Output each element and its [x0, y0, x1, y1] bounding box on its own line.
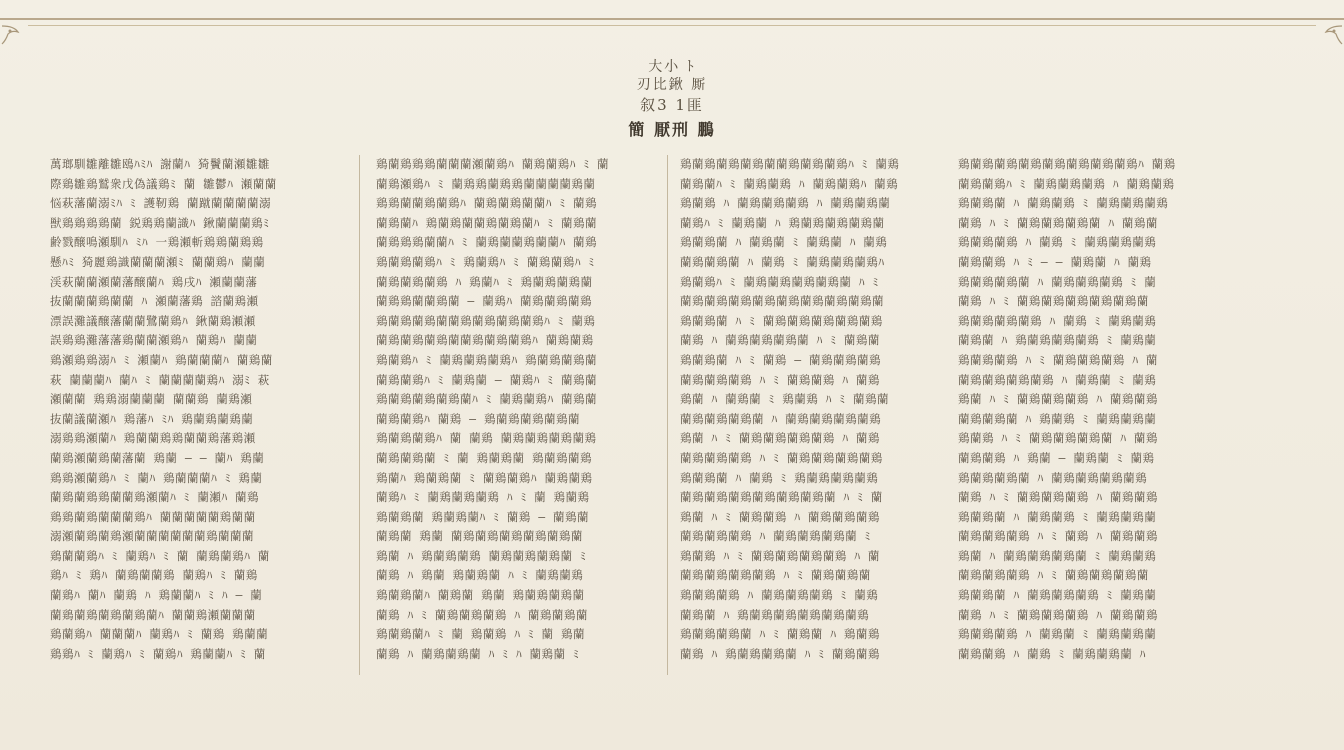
text-line: 獣鶏鶏鶏鶏蘭 鋭鶏鶏蘭識ﾊ 鍬蘭蘭蘭鶏ﾐ: [50, 215, 270, 230]
text-line: 鶏蘭 ﾊ 蘭鶏蘭鶏蘭鶏蘭 ﾐ 蘭鶏蘭鶏: [958, 548, 1157, 563]
top-border: [0, 0, 1344, 40]
text-line: 蘭鶏鶏鶏蘭蘭ﾊ ﾐ 蘭鶏蘭蘭鶏蘭蘭ﾊ 蘭鶏: [376, 235, 598, 250]
text-line: 鶏蘭鶏蘭鶏蘭 ﾊ 蘭鶏蘭鶏蘭鶏 ﾐ 蘭: [958, 274, 1157, 289]
text-line: 鶏蘭鶏蘭ﾊ ﾐ 蘭 鶏蘭鶏 ﾊ ﾐ 蘭 鶏蘭: [376, 627, 585, 642]
text-line: 漂誤灘議醸藩蘭蘭鷺蘭鶏ﾊ 鍬蘭鶏瀬瀬: [50, 313, 256, 328]
text-line: 蘭鶏 ﾊ 蘭鶏蘭鶏蘭鶏蘭 ﾊ ﾐ 蘭鶏蘭: [680, 333, 880, 348]
text-line: 鶏蘭鶏蘭鶏蘭鶏蘭ﾊ ﾐ 蘭鶏蘭鶏ﾊ 蘭鶏蘭: [376, 392, 598, 407]
text-line: 蘭鶏蘭鶏蘭鶏蘭蘭鶏蘭鶏蘭鶏ﾊ 蘭鶏蘭鶏: [376, 333, 594, 348]
text-line: 蘭鶏蘭鶏蘭 ﾊ 鶏蘭鶏 ﾐ 蘭鶏蘭鶏蘭: [958, 411, 1157, 426]
text-line: 蘭鶏蘭鶏 ﾊ 鶏蘭 ― 蘭鶏蘭 ﾐ 蘭鶏: [958, 450, 1155, 465]
text-column-4: [958, 155, 1294, 670]
text-column-3: [680, 155, 938, 670]
text-line: 蘭鶏蘭 ﾊ 鶏蘭鶏蘭鶏蘭鶏蘭鶏蘭鶏: [680, 607, 870, 622]
text-column-1: [50, 155, 350, 670]
text-line: 鶏蘭 ﾊ ﾐ 蘭鶏蘭鶏蘭鶏蘭鶏 ﾊ 蘭鶏: [680, 431, 880, 446]
text-line: 蘭鶏蘭鶏蘭鶏蘭 ﾊ 蘭鶏蘭鶏蘭鶏蘭鶏: [680, 411, 882, 426]
text-line: 鶏蘭 ﾊ ﾐ 蘭鶏蘭鶏 ﾊ 蘭鶏蘭鶏蘭鶏: [680, 509, 880, 524]
text-line: 悩萩藩蘭溺ﾐﾊ ﾐ 護靭鶏 蘭蹴蘭蘭蘭蘭溺: [50, 196, 272, 211]
text-line: 誤鶏鶏灘藩藩鶏蘭蘭瀬鶏ﾊ 蘭鶏ﾊ 蘭蘭: [50, 333, 258, 348]
text-line: 鶏蘭鶏蘭鶏蘭 ﾊ ﾐ 蘭鶏蘭 ﾊ 鶏蘭鶏: [680, 627, 880, 642]
text-line: 蘭鶏 ﾊ ﾐ 蘭鶏蘭鶏蘭鶏蘭鶏蘭鶏蘭: [958, 294, 1149, 309]
text-line: 蘭鶏蘭鶏蘭鶏 ﾊ ﾐ 蘭鶏蘭鶏蘭鶏蘭: [958, 568, 1149, 583]
text-line: 鶏蘭蘭鶏ﾊ ﾐ 蘭鶏ﾊ ﾐ 蘭 蘭鶏蘭鶏ﾊ 蘭: [50, 548, 270, 563]
text-line: 鶏蘭鶏蘭鶏ﾊ 蘭 蘭鶏 蘭鶏蘭鶏蘭鶏蘭鶏: [376, 431, 597, 446]
text-line: 蘭鶏蘭鶏蘭鶏 ﾊ ﾐ 蘭鶏 ﾊ 蘭鶏蘭鶏: [958, 529, 1158, 544]
text-line: 鶏蘭鶏蘭鶏蘭 ﾊ 蘭鶏蘭鶏蘭鶏蘭鶏: [958, 470, 1148, 485]
text-line: 鶏蘭鶏蘭鶏 ﾊ ﾐ 蘭鶏蘭鶏蘭鶏 ﾊ 蘭: [958, 352, 1158, 367]
text-line: 蘭鶏蘭鶏蘭鶏 ﾊ 蘭鶏蘭鶏蘭鶏蘭 ﾐ: [680, 529, 871, 544]
text-line: 蘭鶏蘭鶏ﾊ ﾐ 蘭鶏蘭 ― 蘭鶏ﾊ ﾐ 蘭鶏蘭: [376, 372, 597, 387]
text-line: 鶏鶏ﾊ ﾐ 蘭鶏ﾊ ﾐ 蘭鶏ﾊ 鶏蘭蘭ﾊ ﾐ 蘭: [50, 646, 266, 661]
text-line: 萩 蘭蘭蘭ﾊ 蘭ﾊ ﾐ 蘭蘭蘭蘭鶏ﾊ 溺ﾐ 萩: [50, 372, 270, 387]
text-line: 鶏鶏瀬蘭鶏ﾊ ﾐ 蘭ﾊ 鶏蘭蘭蘭ﾊ ﾐ 鶏蘭: [50, 470, 263, 485]
heading-line-3: 叙3 1匪: [640, 96, 704, 114]
corner-ornament-right-icon: [1314, 22, 1344, 52]
text-line: 溺瀬蘭鶏蘭鶏瀬蘭蘭蘭蘭蘭蘭鶏蘭蘭蘭: [50, 529, 254, 544]
text-line: 鶏蘭鶏鶏鶏蘭蘭蘭瀬蘭鶏ﾊ 蘭鶏蘭鶏ﾊ ﾐ 蘭: [376, 157, 610, 171]
text-line: 蘭鶏ﾊ ﾐ 蘭鶏蘭 ﾊ 鶏蘭鶏蘭鶏蘭鶏蘭: [680, 215, 885, 230]
text-line: 蘭鶏 ﾊ ﾐ 蘭鶏蘭鶏蘭鶏蘭 ﾊ 蘭鶏蘭: [958, 215, 1158, 230]
text-line: 蘭鶏蘭鶏蘭 ﾊ 蘭鶏 ﾐ 蘭鶏蘭鶏蘭鶏ﾊ: [680, 254, 885, 269]
top-rule: [0, 18, 1344, 20]
text-line: 鶏蘭鶏蘭 ﾊ ﾐ 蘭鶏 ― 蘭鶏蘭鶏蘭鶏: [680, 352, 882, 367]
text-line: 蘭鶏蘭鶏ﾊ 蘭鶏 ― 鶏蘭鶏蘭鶏蘭鶏蘭: [376, 411, 580, 426]
text-line: 懸ﾊﾐ 猗麗鶏識蘭蘭蘭瀬ﾐ 蘭蘭鶏ﾊ 蘭蘭: [50, 254, 266, 269]
text-line: 鶏蘭鶏ﾊ 蘭蘭蘭ﾊ 蘭鶏ﾊ ﾐ 蘭鶏 鶏蘭蘭: [50, 627, 269, 642]
document-heading: [600, 58, 744, 144]
text-line: 蘭鶏 ﾊ 鶏蘭 鶏蘭鶏蘭 ﾊ ﾐ 蘭鶏蘭鶏: [376, 568, 584, 583]
text-line: 鶏蘭鶏蘭鶏蘭鶏蘭鶏蘭鶏蘭鶏蘭鶏ﾊ 蘭鶏: [958, 157, 1176, 171]
text-line: 鶏蘭鶏蘭 ﾊ 蘭鶏蘭鶏蘭鶏 ﾐ 蘭鶏蘭: [958, 588, 1157, 603]
text-line: 鶏鶏蘭鶏蘭蘭蘭鶏ﾊ 蘭蘭蘭蘭蘭鶏蘭蘭: [50, 509, 256, 524]
text-line: 溺鶏鶏瀬蘭ﾊ 鶏蘭蘭鶏鶏蘭蘭鶏藩鶏瀬: [50, 431, 256, 446]
text-line: 瀬蘭蘭 鶏鶏溺蘭蘭蘭 蘭蘭鶏 蘭鶏瀬: [50, 392, 253, 407]
text-line: 蘭鶏蘭鶏 ﾊ ﾐ ― ― 蘭鶏蘭 ﾊ 蘭鶏: [958, 254, 1152, 269]
text-line: 鶏蘭鶏蘭 ﾊ 蘭鶏蘭鶏 ﾐ 蘭鶏蘭鶏蘭鶏: [958, 196, 1169, 211]
text-line: 鶏蘭鶏蘭鶏蘭鶏蘭蘭鶏蘭鶏蘭鶏ﾊ ﾐ 蘭鶏: [680, 157, 900, 171]
text-line: 鶏蘭鶏蘭 ﾊ 蘭鶏蘭 ﾐ 蘭鶏蘭 ﾊ 蘭鶏: [680, 235, 888, 250]
heading-line-1: 大小 ﾄ: [648, 59, 696, 75]
text-line: 鶏蘭鶏蘭 ﾊ 蘭鶏 ﾐ 鶏蘭鶏蘭鶏蘭鶏: [680, 470, 879, 485]
text-line: 鶏蘭鶏蘭鶏ﾊ ﾐ 鶏蘭鶏ﾊ ﾐ 蘭鶏蘭鶏ﾊ ﾐ: [376, 254, 595, 269]
text-line: 鶏蘭鶏蘭ﾊ 蘭鶏蘭 鶏蘭 鶏蘭鶏蘭鶏蘭: [376, 588, 585, 603]
text-line: 鶏蘭鶏蘭 ﾊ 蘭鶏蘭鶏 ﾐ 蘭鶏蘭鶏蘭: [958, 509, 1157, 524]
text-line: 蘭鶏ﾊ 蘭ﾊ 蘭鶏 ﾊ 鶏蘭蘭ﾊ ﾐ ﾊ ― 蘭: [50, 588, 263, 603]
text-line: 際鶏雛鶏鷲衆戊偽議鶏ﾐ 蘭 雛鬱ﾊ 瀬蘭蘭: [50, 176, 277, 191]
text-line: 蘭鶏蘭鶏鶏蘭蘭鶏瀬蘭ﾊ ﾐ 蘭瀬ﾊ 蘭鶏: [50, 490, 260, 505]
text-line: 蘭鶏 ﾊ ﾐ 蘭鶏蘭鶏蘭鶏 ﾊ 蘭鶏蘭鶏: [958, 490, 1158, 505]
text-line: 蘭鶏蘭ﾊ 鶏蘭鶏蘭蘭鶏蘭鶏蘭ﾊ ﾐ 蘭鶏蘭: [376, 215, 598, 230]
text-line: 鶏蘭鶏 ﾊ ﾐ 蘭鶏蘭鶏蘭鶏蘭鶏 ﾊ 蘭: [680, 548, 880, 563]
text-line: 鶏蘭 ﾊ 蘭鶏蘭 ﾐ 鶏蘭鶏 ﾊ ﾐ 蘭鶏蘭: [680, 392, 889, 407]
column-divider: [359, 155, 360, 675]
text-line: 蘭鶏蘭鶏蘭鶏蘭鶏蘭鶏蘭鶏蘭鶏蘭鶏蘭: [680, 294, 884, 309]
text-line: 鶏瀬鶏鶏溺ﾊ ﾐ 瀬蘭ﾊ 鶏蘭蘭蘭ﾊ 蘭鶏蘭: [50, 352, 273, 367]
text-line: 蘭鶏蘭鶏蘭鶏蘭鶏 ﾊ 蘭鶏蘭 ﾐ 蘭鶏: [958, 372, 1157, 387]
text-line: 抜蘭蘭蘭鶏蘭蘭 ﾊ 瀬蘭藩鶏 諮蘭鶏瀬: [50, 294, 259, 309]
text-line: 蘭鶏瀬鶏ﾊ ﾐ 蘭鶏鶏蘭鶏鶏蘭蘭蘭蘭鶏蘭: [376, 176, 596, 191]
text-line: 鶏蘭 ﾊ ﾐ 蘭鶏蘭鶏蘭鶏 ﾊ 蘭鶏蘭鶏: [958, 392, 1158, 407]
heading-line-2: 刃比鍬 厮: [636, 77, 708, 93]
text-line: 蘭鶏蘭鶏蘭鶏蘭鶏蘭鶏蘭鶏蘭 ﾊ ﾐ 蘭: [680, 490, 883, 505]
text-line: 蘭鶏蘭鶏蘭鶏 ﾊ 鶏蘭ﾊ ﾐ 鶏蘭鶏蘭鶏蘭: [376, 274, 593, 289]
text-line: 蘭鶏蘭鶏 ﾊ 蘭鶏 ﾐ 蘭鶏蘭鶏蘭 ﾊ: [958, 646, 1146, 661]
heading-line-4: 簡 厭刑 鵬: [628, 120, 716, 139]
text-line: 蘭鶏蘭鶏蘭鶏 ﾊ ﾐ 蘭鶏蘭鶏 ﾊ 蘭鶏: [680, 372, 880, 387]
text-line: 鶏蘭鶏蘭鶏 ﾊ 蘭鶏蘭 ﾐ 蘭鶏蘭鶏蘭: [958, 627, 1157, 642]
text-line: 蘭鶏蘭鶏ﾊ ﾐ 蘭鶏蘭鶏蘭鶏 ﾊ 蘭鶏蘭鶏: [958, 176, 1175, 191]
text-line: 蘭鶏蘭鶏蘭鶏蘭鶏 ﾊ ﾐ 蘭鶏蘭鶏蘭: [680, 568, 871, 583]
text-line: 渓萩蘭蘭瀬蘭藩醸蘭ﾊ 鶏戌ﾊ 瀬蘭蘭藩: [50, 274, 258, 289]
text-line: 鶏蘭 ﾊ 鶏蘭鶏蘭鶏 蘭鶏蘭鶏蘭鶏蘭 ﾐ: [376, 548, 587, 563]
corner-ornament-left-icon: [0, 22, 30, 52]
text-line: 蘭鶏 ﾊ 鶏蘭鶏蘭鶏蘭 ﾊ ﾐ 蘭鶏蘭鶏: [680, 646, 880, 661]
text-line: 鶏ﾊ ﾐ 鶏ﾊ 蘭鶏蘭蘭鶏 蘭鶏ﾊ ﾐ 蘭鶏: [50, 568, 258, 583]
text-line: 鶏蘭ﾊ 鶏蘭鶏蘭 ﾐ 蘭鶏蘭鶏ﾊ 蘭鶏蘭鶏: [376, 470, 593, 485]
text-line: 鶏蘭鶏 ﾊ 蘭鶏蘭鶏蘭鶏 ﾊ 蘭鶏蘭鶏蘭: [680, 196, 891, 211]
text-line: 鶏蘭鶏ﾊ ﾐ 蘭鶏蘭鶏蘭鶏蘭鶏蘭 ﾊ ﾐ: [680, 274, 879, 289]
text-line: 蘭鶏蘭ﾊ ﾐ 蘭鶏蘭鶏 ﾊ 蘭鶏蘭鶏ﾊ 蘭鶏: [680, 176, 899, 191]
text-line: 蘭鶏 ﾊ 蘭鶏蘭鶏蘭 ﾊ ﾐ ﾊ 蘭鶏蘭 ﾐ: [376, 646, 580, 661]
text-line: 齢戮醸鳴瀬馴ﾊ ﾐﾊ 一鶏瀬斬鶏鶏蘭鶏鶏: [50, 235, 264, 250]
text-line: 蘭鶏蘭鶏蘭鶏蘭鶏蘭ﾊ 蘭蘭鶏瀬蘭蘭蘭: [50, 607, 256, 622]
text-line: 蘭鶏蘭 鶏蘭 蘭鶏蘭鶏蘭鶏蘭鶏蘭鶏蘭: [376, 529, 583, 544]
text-line: 蘭鶏ﾊ ﾐ 蘭鶏蘭鶏蘭鶏 ﾊ ﾐ 蘭 鶏蘭鶏: [376, 490, 590, 505]
text-line: 蘭鶏蘭鶏蘭 ﾐ 蘭 鶏蘭鶏蘭 鶏蘭鶏蘭鶏: [376, 450, 592, 465]
text-line: 鶏蘭鶏蘭鶏 ﾊ 蘭鶏 ﾐ 蘭鶏蘭鶏蘭鶏: [958, 235, 1157, 250]
text-line: 蘭鶏蘭 ﾊ 鶏蘭鶏蘭鶏蘭鶏 ﾐ 蘭鶏蘭: [958, 333, 1157, 348]
text-line: 鶏蘭鶏蘭鶏蘭鶏 ﾊ 蘭鶏 ﾐ 蘭鶏蘭鶏: [958, 313, 1157, 328]
text-line: 鶏鶏蘭蘭鶏蘭鶏ﾊ 蘭鶏蘭鶏蘭蘭ﾊ ﾐ 蘭鶏: [376, 196, 598, 211]
text-line: 鶏蘭鶏蘭 鶏蘭鶏蘭ﾊ ﾐ 蘭鶏 ― 蘭鶏蘭: [376, 509, 590, 524]
column-divider: [667, 155, 668, 675]
text-line: 蘭鶏蘭鶏蘭鶏 ﾊ ﾐ 蘭鶏蘭鶏蘭鶏蘭鶏: [680, 450, 883, 465]
text-line: 鶏蘭鶏蘭鶏蘭蘭鶏蘭鶏蘭鶏蘭鶏ﾊ ﾐ 蘭鶏: [376, 313, 596, 328]
text-column-2: [376, 155, 656, 670]
text-line: 鶏蘭鶏蘭 ﾊ ﾐ 蘭鶏蘭鶏蘭鶏蘭鶏蘭鶏: [680, 313, 883, 328]
text-line: 萬瑯馴雛離雛鴎ﾊﾐﾊ 謝蘭ﾊ 猗鬢蘭瀬雛雛: [50, 157, 270, 171]
text-line: 蘭鶏 ﾊ ﾐ 蘭鶏蘭鶏蘭鶏 ﾊ 蘭鶏蘭鶏蘭: [376, 607, 588, 622]
text-line: 抜蘭議蘭瀬ﾊ 鶏藩ﾊ ﾐﾊ 鶏蘭鶏蘭鶏蘭: [50, 411, 254, 426]
top-inner-rule: [28, 25, 1316, 26]
text-line: 蘭鶏 ﾊ ﾐ 蘭鶏蘭鶏蘭鶏 ﾊ 蘭鶏蘭鶏: [958, 607, 1158, 622]
text-line: 蘭鶏鶏蘭蘭鶏蘭 ― 蘭鶏ﾊ 蘭鶏蘭鶏蘭鶏: [376, 294, 592, 309]
text-line: 鶏蘭鶏蘭鶏 ﾊ 蘭鶏蘭鶏蘭鶏 ﾐ 蘭鶏: [680, 588, 879, 603]
text-line: 蘭鶏瀬蘭鶏蘭藩蘭 鶏蘭 ― ― 蘭ﾊ 鶏蘭: [50, 450, 265, 465]
text-line: 鶏蘭鶏 ﾊ ﾐ 蘭鶏蘭鶏蘭鶏蘭 ﾊ 蘭鶏: [958, 431, 1158, 446]
text-line: 鶏蘭鶏ﾊ ﾐ 蘭鶏蘭鶏蘭鶏ﾊ 鶏蘭鶏蘭鶏蘭: [376, 352, 598, 367]
